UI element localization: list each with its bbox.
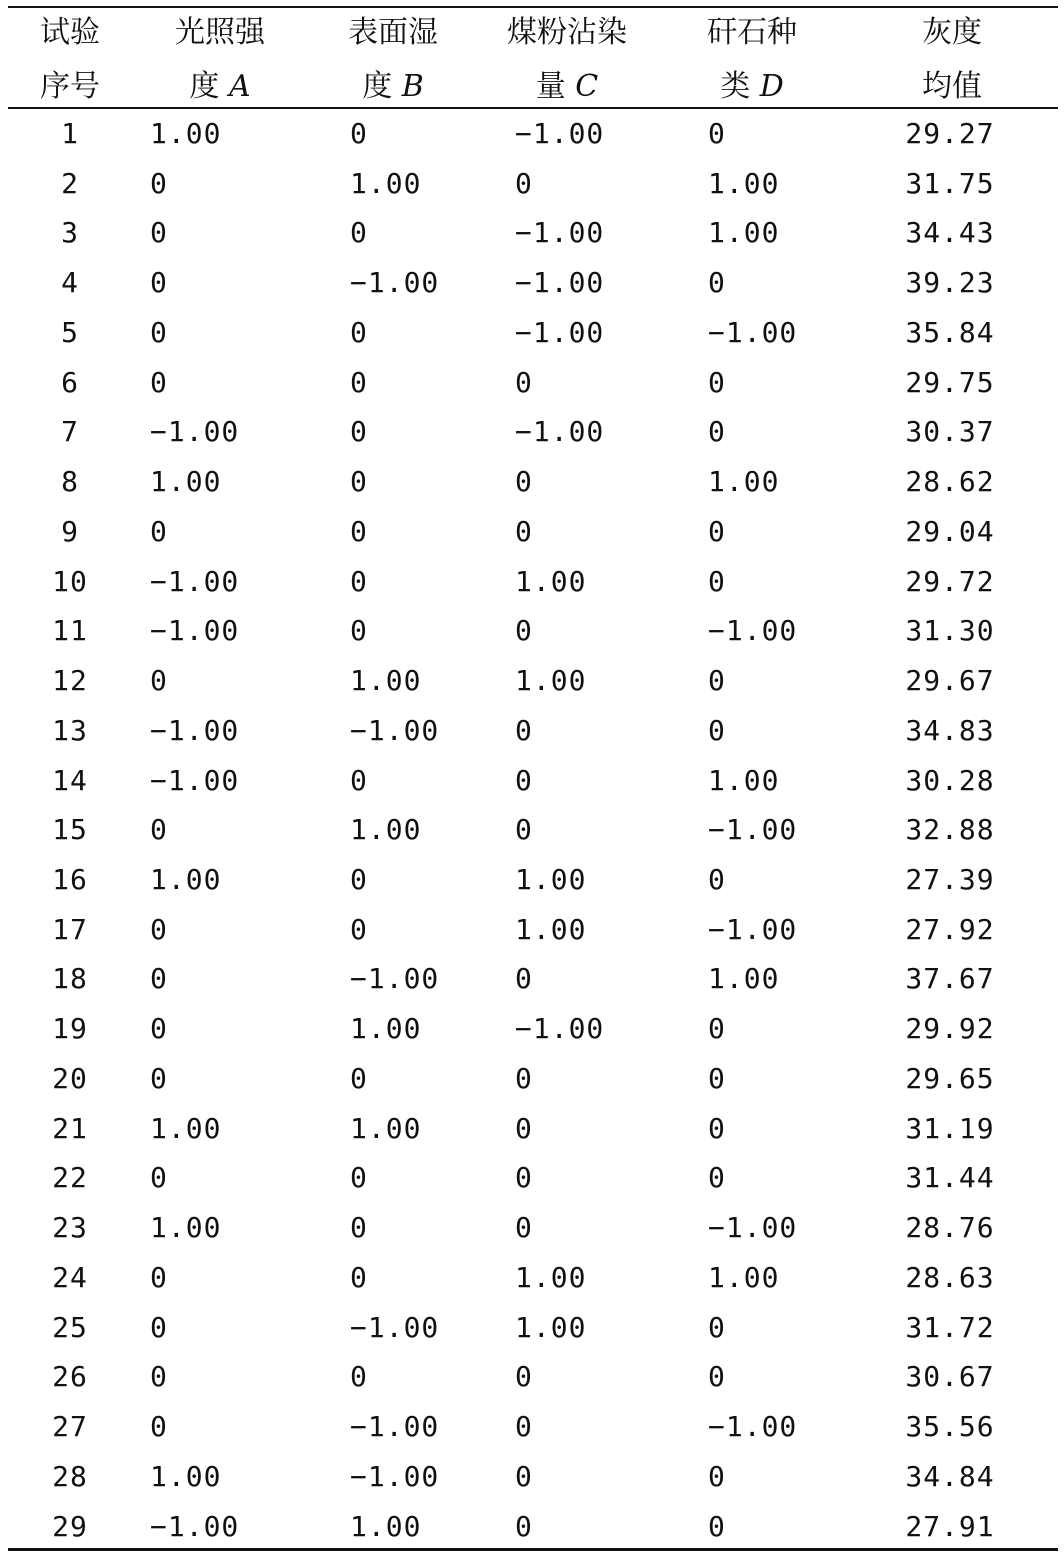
cell-gray-mean: 29.72 (905, 564, 995, 598)
cell-gangue-d: −1.00 (708, 912, 798, 946)
cell-light-a: −1.00 (150, 713, 240, 747)
cell-gangue-d: 0 (708, 117, 726, 150)
cell-coal-c: 0 (515, 1509, 533, 1543)
cell-trial-no: 18 (52, 962, 88, 996)
header-surface-humidity (323, 8, 463, 107)
cell-gangue-d: 1.00 (708, 216, 780, 250)
cell-light-a: 0 (150, 1061, 168, 1095)
cell-humidity-b: 1.00 (350, 1111, 422, 1145)
cell-light-a: −1.00 (150, 1509, 240, 1543)
table-body (0, 109, 1064, 1551)
cell-gray-mean: 30.67 (905, 1360, 995, 1394)
header-line2-text: 度 (189, 69, 229, 104)
cell-humidity-b: −1.00 (350, 962, 440, 996)
header-line2-var: A (228, 69, 251, 104)
table-row (0, 756, 1064, 806)
cell-light-a: 0 (150, 813, 168, 847)
header-line2 (20, 69, 120, 104)
cell-gangue-d: 0 (708, 713, 726, 747)
table-row (0, 706, 1064, 756)
cell-humidity-b: 0 (350, 216, 368, 250)
cell-gray-mean: 29.92 (905, 1012, 995, 1046)
cell-gray-mean: 28.76 (905, 1211, 995, 1245)
cell-light-a: 1.00 (150, 863, 222, 897)
cell-trial-no: 9 (61, 514, 79, 548)
header-trial-no (20, 8, 120, 107)
header-line1: 表面湿 (348, 15, 438, 50)
table-row (0, 407, 1064, 457)
table-row (0, 457, 1064, 507)
cell-trial-no: 16 (52, 863, 88, 897)
cell-gray-mean: 28.62 (905, 465, 995, 499)
cell-gangue-d: 0 (708, 415, 726, 449)
cell-gray-mean: 31.75 (905, 166, 995, 200)
cell-coal-c: 0 (515, 1211, 533, 1245)
cell-coal-c: −1.00 (515, 117, 605, 150)
table-bottom-rule (8, 1548, 1058, 1551)
cell-gray-mean: 30.37 (905, 415, 995, 449)
cell-coal-c: 0 (515, 1111, 533, 1145)
cell-light-a: −1.00 (150, 564, 240, 598)
cell-coal-c: 0 (515, 1061, 533, 1095)
cell-gray-mean: 34.83 (905, 713, 995, 747)
cell-humidity-b: 0 (350, 1161, 368, 1195)
cell-coal-c: 0 (515, 1410, 533, 1444)
cell-gray-mean: 27.39 (905, 863, 995, 897)
table-row (0, 1153, 1064, 1203)
cell-light-a: −1.00 (150, 614, 240, 648)
cell-coal-c: 0 (515, 1360, 533, 1394)
cell-gray-mean: 31.72 (905, 1310, 995, 1344)
cell-gangue-d: 1.00 (708, 1260, 780, 1294)
cell-gray-mean: 29.65 (905, 1061, 995, 1095)
cell-light-a: 0 (150, 1410, 168, 1444)
cell-coal-c: −1.00 (515, 1012, 605, 1046)
cell-humidity-b: 1.00 (350, 813, 422, 847)
table-row (0, 1104, 1064, 1154)
cell-gangue-d: 0 (708, 1310, 726, 1344)
cell-gangue-d: 0 (708, 1459, 726, 1493)
table-row (0, 557, 1064, 607)
cell-coal-c: −1.00 (515, 216, 605, 250)
table-row (0, 1253, 1064, 1303)
cell-light-a: 0 (150, 216, 168, 250)
cell-gangue-d: 0 (708, 564, 726, 598)
cell-humidity-b: 0 (350, 564, 368, 598)
cell-trial-no: 2 (61, 166, 79, 200)
cell-trial-no: 7 (61, 415, 79, 449)
header-line2-var: D (759, 69, 784, 104)
cell-humidity-b: 1.00 (350, 664, 422, 698)
cell-humidity-b: 1.00 (350, 166, 422, 200)
cell-coal-c: 0 (515, 962, 533, 996)
cell-gray-mean: 31.44 (905, 1161, 995, 1195)
cell-light-a: 0 (150, 1260, 168, 1294)
cell-trial-no: 28 (52, 1459, 88, 1493)
header-line2 (682, 69, 822, 104)
table-row (0, 1452, 1064, 1502)
cell-gray-mean: 27.91 (905, 1509, 995, 1543)
cell-light-a: 0 (150, 365, 168, 399)
header-line2-var: B (401, 69, 424, 104)
cell-gangue-d: 0 (708, 1061, 726, 1095)
cell-coal-c: 0 (515, 813, 533, 847)
cell-humidity-b: 0 (350, 763, 368, 797)
cell-light-a: 1.00 (150, 1111, 222, 1145)
cell-coal-c: 1.00 (515, 912, 587, 946)
cell-gangue-d: 0 (708, 365, 726, 399)
cell-humidity-b: 0 (350, 614, 368, 648)
cell-coal-c: 0 (515, 1459, 533, 1493)
cell-trial-no: 19 (52, 1012, 88, 1046)
cell-gangue-d: 0 (708, 863, 726, 897)
cell-light-a: 0 (150, 266, 168, 300)
cell-gray-mean: 30.28 (905, 763, 995, 797)
header-gangue-type (682, 8, 822, 107)
cell-coal-c: 0 (515, 514, 533, 548)
table-row (0, 208, 1064, 258)
cell-trial-no: 21 (52, 1111, 88, 1145)
cell-gangue-d: 0 (708, 1509, 726, 1543)
cell-gray-mean: 34.43 (905, 216, 995, 250)
cell-gray-mean: 32.88 (905, 813, 995, 847)
cell-coal-c: −1.00 (515, 415, 605, 449)
header-line2-text: 度 (362, 69, 402, 104)
cell-humidity-b: 0 (350, 465, 368, 499)
table-row (0, 159, 1064, 209)
cell-light-a: 0 (150, 664, 168, 698)
header-line1: 煤粉沾染 (507, 15, 627, 50)
cell-trial-no: 11 (52, 614, 88, 648)
table-header (0, 8, 1064, 107)
cell-humidity-b: 0 (350, 1260, 368, 1294)
cell-humidity-b: 0 (350, 1360, 368, 1394)
cell-gangue-d: 0 (708, 514, 726, 548)
cell-gangue-d: −1.00 (708, 315, 798, 349)
cell-light-a: 1.00 (150, 117, 222, 150)
header-line2-text: 序号 (40, 69, 100, 104)
cell-gangue-d: 0 (708, 1161, 726, 1195)
cell-trial-no: 29 (52, 1509, 88, 1543)
cell-trial-no: 8 (61, 465, 79, 499)
cell-coal-c: 1.00 (515, 564, 587, 598)
header-line2 (497, 69, 637, 104)
table-row (0, 1303, 1064, 1353)
cell-humidity-b: 0 (350, 117, 368, 150)
cell-trial-no: 23 (52, 1211, 88, 1245)
cell-humidity-b: 0 (350, 514, 368, 548)
header-line2 (323, 69, 463, 104)
cell-trial-no: 13 (52, 713, 88, 747)
cell-light-a: 0 (150, 1161, 168, 1195)
header-line2-text: 类 (720, 69, 760, 104)
cell-trial-no: 25 (52, 1310, 88, 1344)
header-light-intensity (150, 8, 290, 107)
cell-humidity-b: 0 (350, 415, 368, 449)
cell-trial-no: 26 (52, 1360, 88, 1394)
cell-humidity-b: 0 (350, 365, 368, 399)
table-row (0, 358, 1064, 408)
cell-trial-no: 6 (61, 365, 79, 399)
cell-coal-c: 1.00 (515, 1310, 587, 1344)
table-row (0, 1402, 1064, 1452)
cell-gangue-d: 0 (708, 664, 726, 698)
cell-trial-no: 5 (61, 315, 79, 349)
cell-humidity-b: −1.00 (350, 1310, 440, 1344)
cell-humidity-b: 1.00 (350, 1509, 422, 1543)
cell-light-a: −1.00 (150, 415, 240, 449)
table-row (0, 1203, 1064, 1253)
cell-humidity-b: 1.00 (350, 1012, 422, 1046)
cell-gray-mean: 35.56 (905, 1410, 995, 1444)
header-coal-dust (497, 8, 637, 107)
cell-coal-c: 0 (515, 465, 533, 499)
table-row (0, 258, 1064, 308)
cell-gray-mean: 29.27 (905, 117, 995, 150)
cell-trial-no: 4 (61, 266, 79, 300)
cell-trial-no: 15 (52, 813, 88, 847)
header-line1: 试验 (40, 15, 100, 50)
table-row (0, 905, 1064, 955)
cell-humidity-b: 0 (350, 315, 368, 349)
cell-gray-mean: 35.84 (905, 315, 995, 349)
header-line1: 灰度 (922, 15, 982, 50)
cell-humidity-b: −1.00 (350, 1459, 440, 1493)
cell-gangue-d: 0 (708, 1012, 726, 1046)
table-row (0, 606, 1064, 656)
header-line2 (150, 69, 290, 104)
cell-humidity-b: 0 (350, 1211, 368, 1245)
cell-light-a: 1.00 (150, 1211, 222, 1245)
cell-gangue-d: 1.00 (708, 962, 780, 996)
table-row (0, 954, 1064, 1004)
table-row (0, 855, 1064, 905)
header-line2-text: 均值 (922, 69, 982, 104)
cell-gray-mean: 27.92 (905, 912, 995, 946)
cell-gangue-d: 1.00 (708, 763, 780, 797)
cell-light-a: 0 (150, 1012, 168, 1046)
table-row (0, 1502, 1064, 1552)
cell-gangue-d: 1.00 (708, 465, 780, 499)
cell-humidity-b: −1.00 (350, 713, 440, 747)
cell-coal-c: 0 (515, 614, 533, 648)
cell-gangue-d: 0 (708, 1360, 726, 1394)
cell-trial-no: 20 (52, 1061, 88, 1095)
cell-trial-no: 3 (61, 216, 79, 250)
cell-light-a: 0 (150, 1360, 168, 1394)
cell-gangue-d: −1.00 (708, 813, 798, 847)
cell-gray-mean: 29.67 (905, 664, 995, 698)
cell-light-a: −1.00 (150, 763, 240, 797)
cell-humidity-b: 0 (350, 863, 368, 897)
cell-trial-no: 12 (52, 664, 88, 698)
cell-trial-no: 22 (52, 1161, 88, 1195)
cell-coal-c: 1.00 (515, 664, 587, 698)
cell-gray-mean: 31.19 (905, 1111, 995, 1145)
cell-humidity-b: 0 (350, 1061, 368, 1095)
cell-light-a: 1.00 (150, 1459, 222, 1493)
cell-coal-c: −1.00 (515, 266, 605, 300)
cell-light-a: 1.00 (150, 465, 222, 499)
header-line2-text: 量 (535, 69, 576, 104)
header-line1: 光照强 (175, 15, 265, 50)
table-row (0, 109, 1064, 159)
table-row (0, 1004, 1064, 1054)
cell-gray-mean: 29.75 (905, 365, 995, 399)
cell-coal-c: 0 (515, 713, 533, 747)
cell-light-a: 0 (150, 962, 168, 996)
cell-humidity-b: 0 (350, 912, 368, 946)
cell-gray-mean: 39.23 (905, 266, 995, 300)
cell-gray-mean: 37.67 (905, 962, 995, 996)
cell-gray-mean: 31.30 (905, 614, 995, 648)
cell-light-a: 0 (150, 514, 168, 548)
cell-coal-c: 0 (515, 365, 533, 399)
cell-light-a: 0 (150, 166, 168, 200)
cell-coal-c: 0 (515, 1161, 533, 1195)
cell-gangue-d: 0 (708, 266, 726, 300)
cell-trial-no: 24 (52, 1260, 88, 1294)
cell-gangue-d: −1.00 (708, 1211, 798, 1245)
cell-gangue-d: −1.00 (708, 614, 798, 648)
cell-trial-no: 1 (61, 117, 79, 150)
cell-humidity-b: −1.00 (350, 266, 440, 300)
table-row (0, 1352, 1064, 1402)
cell-coal-c: 0 (515, 166, 533, 200)
table-row (0, 1054, 1064, 1104)
cell-gray-mean: 34.84 (905, 1459, 995, 1493)
cell-trial-no: 17 (52, 912, 88, 946)
cell-light-a: 0 (150, 1310, 168, 1344)
header-gray-mean (882, 8, 1022, 107)
header-line2-var: C (575, 69, 599, 104)
cell-light-a: 0 (150, 912, 168, 946)
cell-gray-mean: 29.04 (905, 514, 995, 548)
cell-gray-mean: 28.63 (905, 1260, 995, 1294)
cell-coal-c: 0 (515, 763, 533, 797)
cell-coal-c: 1.00 (515, 863, 587, 897)
cell-trial-no: 10 (52, 564, 88, 598)
table-row (0, 308, 1064, 358)
cell-gangue-d: −1.00 (708, 1410, 798, 1444)
cell-humidity-b: −1.00 (350, 1410, 440, 1444)
cell-light-a: 0 (150, 315, 168, 349)
cell-coal-c: −1.00 (515, 315, 605, 349)
cell-trial-no: 14 (52, 763, 88, 797)
header-line1: 矸石种 (707, 15, 797, 50)
header-line2 (882, 69, 1022, 104)
table-row (0, 507, 1064, 557)
table-row (0, 656, 1064, 706)
cell-coal-c: 1.00 (515, 1260, 587, 1294)
table-row (0, 805, 1064, 855)
cell-gangue-d: 0 (708, 1111, 726, 1145)
cell-gangue-d: 1.00 (708, 166, 780, 200)
cell-trial-no: 27 (52, 1410, 88, 1444)
